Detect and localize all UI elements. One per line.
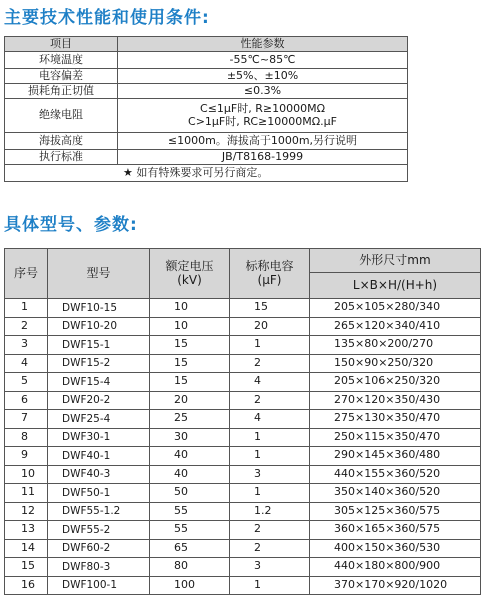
row-index: 3 <box>5 336 48 355</box>
row-dimensions: 360×165×360/575 <box>310 521 481 540</box>
row-capacitance: 4 <box>230 373 310 392</box>
spec-value <box>118 99 408 133</box>
row-voltage: 10 <box>150 317 230 336</box>
table-row <box>5 521 481 540</box>
row-index: 12 <box>5 502 48 521</box>
row-model: DWF30-1 <box>48 428 150 447</box>
row-voltage: 20 <box>150 391 230 410</box>
row-dimensions: 350×140×360/520 <box>310 484 481 503</box>
spec-item: 电容偏差 <box>5 69 118 84</box>
row-capacitance: 20 <box>230 317 310 336</box>
spec-item: 环境温度 <box>5 52 118 69</box>
header-dimensions: 外形尺寸mm <box>310 249 481 273</box>
spec-item: 绝缘电阻 <box>5 99 118 133</box>
spec-value: ≤1000m。海拔高于1000m,另行说明 <box>118 133 408 150</box>
row-index: 6 <box>5 391 48 410</box>
spec-value-line: C≤1μF时, R≥10000MΩ <box>200 101 325 115</box>
table-row <box>5 410 481 429</box>
header-capacitance-label: 标称电容 <box>245 258 294 273</box>
row-voltage: 15 <box>150 354 230 373</box>
row-index: 10 <box>5 465 48 484</box>
spec-value: ±5%、±10% <box>118 69 408 84</box>
model-table-body <box>5 299 481 595</box>
spec-item: 海拔高度 <box>5 133 118 150</box>
row-capacitance: 2 <box>230 354 310 373</box>
row-index: 14 <box>5 539 48 558</box>
spec-value: -55℃~85℃ <box>118 52 408 69</box>
table-row <box>5 317 481 336</box>
spec-header-item: 项目 <box>5 37 118 52</box>
row-model: DWF20-2 <box>48 391 150 410</box>
spec-value: JB/T8168-1999 <box>118 150 408 165</box>
row-model: DWF50-1 <box>48 484 150 503</box>
section-title-models: 具体型号、参数: <box>4 215 138 235</box>
row-index: 1 <box>5 299 48 318</box>
row-dimensions: 250×115×350/470 <box>310 428 481 447</box>
row-dimensions: 205×106×250/320 <box>310 373 481 392</box>
table-row <box>5 391 481 410</box>
spec-row <box>5 52 408 69</box>
spec-item: 损耗角正切值 <box>5 84 118 99</box>
row-capacitance: 4 <box>230 410 310 429</box>
row-dimensions: 205×105×280/340 <box>310 299 481 318</box>
spec-row <box>5 99 408 133</box>
header-voltage-label: 额定电压 <box>165 258 214 273</box>
table-row <box>5 502 481 521</box>
spec-value-line: C>1μF时, RC≥10000MΩ.μF <box>188 114 337 128</box>
row-capacitance: 2 <box>230 539 310 558</box>
row-index: 4 <box>5 354 48 373</box>
table-row <box>5 558 481 577</box>
row-model: DWF55-2 <box>48 521 150 540</box>
row-model: DWF55-1.2 <box>48 502 150 521</box>
row-capacitance: 15 <box>230 299 310 318</box>
table-row <box>5 447 481 466</box>
row-model: DWF10-20 <box>48 317 150 336</box>
row-dimensions: 290×145×360/480 <box>310 447 481 466</box>
header-voltage <box>150 249 230 299</box>
row-dimensions: 135×80×200/270 <box>310 336 481 355</box>
row-voltage: 15 <box>150 373 230 392</box>
row-model: DWF15-2 <box>48 354 150 373</box>
row-voltage: 40 <box>150 465 230 484</box>
row-voltage: 30 <box>150 428 230 447</box>
section-title-specs: 主要技术性能和使用条件: <box>4 8 210 28</box>
row-voltage: 50 <box>150 484 230 503</box>
row-index: 9 <box>5 447 48 466</box>
row-dimensions: 275×130×350/470 <box>310 410 481 429</box>
header-capacitance <box>230 249 310 299</box>
row-capacitance: 3 <box>230 558 310 577</box>
row-index: 11 <box>5 484 48 503</box>
row-model: DWF100-1 <box>48 576 150 595</box>
header-index: 序号 <box>5 249 48 299</box>
row-dimensions: 400×150×360/530 <box>310 539 481 558</box>
row-voltage: 55 <box>150 521 230 540</box>
row-capacitance: 3 <box>230 465 310 484</box>
row-dimensions: 440×155×360/520 <box>310 465 481 484</box>
row-index: 16 <box>5 576 48 595</box>
row-voltage: 10 <box>150 299 230 318</box>
row-capacitance: 1.2 <box>230 502 310 521</box>
spec-value: ≤0.3% <box>118 84 408 99</box>
row-model: DWF25-4 <box>48 410 150 429</box>
table-row <box>5 465 481 484</box>
row-model: DWF15-4 <box>48 373 150 392</box>
row-dimensions: 440×180×800/900 <box>310 558 481 577</box>
header-capacitance-unit: (μF) <box>257 272 282 287</box>
table-row <box>5 484 481 503</box>
table-row <box>5 354 481 373</box>
row-capacitance: 2 <box>230 391 310 410</box>
table-row <box>5 373 481 392</box>
spec-item: 执行标准 <box>5 150 118 165</box>
row-capacitance: 1 <box>230 484 310 503</box>
row-voltage: 65 <box>150 539 230 558</box>
row-index: 13 <box>5 521 48 540</box>
spec-table-header <box>5 37 408 52</box>
row-voltage: 100 <box>150 576 230 595</box>
row-index: 15 <box>5 558 48 577</box>
table-row <box>5 539 481 558</box>
spec-row <box>5 84 408 99</box>
header-dimensions-sub: L×B×H/(H+h) <box>310 273 481 299</box>
table-row <box>5 576 481 595</box>
row-dimensions: 370×170×920/1020 <box>310 576 481 595</box>
spec-header-value: 性能参数 <box>118 37 408 52</box>
header-model: 型号 <box>48 249 150 299</box>
row-voltage: 15 <box>150 336 230 355</box>
spec-row <box>5 150 408 165</box>
row-voltage: 25 <box>150 410 230 429</box>
row-model: DWF80-3 <box>48 558 150 577</box>
row-model: DWF40-1 <box>48 447 150 466</box>
row-model: DWF10-15 <box>48 299 150 318</box>
spec-table <box>4 36 408 182</box>
model-table-header <box>5 249 481 273</box>
row-capacitance: 1 <box>230 447 310 466</box>
row-dimensions: 270×120×350/430 <box>310 391 481 410</box>
spec-note-row <box>5 165 408 182</box>
row-dimensions: 265×120×340/410 <box>310 317 481 336</box>
row-index: 2 <box>5 317 48 336</box>
row-dimensions: 305×125×360/575 <box>310 502 481 521</box>
header-voltage-unit: (kV) <box>177 272 202 287</box>
row-voltage: 40 <box>150 447 230 466</box>
row-voltage: 55 <box>150 502 230 521</box>
row-capacitance: 2 <box>230 521 310 540</box>
table-row <box>5 428 481 447</box>
row-dimensions: 150×90×250/320 <box>310 354 481 373</box>
row-model: DWF15-1 <box>48 336 150 355</box>
row-model: DWF40-3 <box>48 465 150 484</box>
row-capacitance: 1 <box>230 576 310 595</box>
table-row <box>5 299 481 318</box>
model-table <box>4 248 481 595</box>
spec-row <box>5 133 408 150</box>
spec-note: ★ 如有特殊要求可另行商定。 <box>5 165 408 182</box>
spec-row <box>5 69 408 84</box>
row-capacitance: 1 <box>230 428 310 447</box>
row-index: 7 <box>5 410 48 429</box>
table-row <box>5 336 481 355</box>
row-model: DWF60-2 <box>48 539 150 558</box>
row-index: 5 <box>5 373 48 392</box>
row-voltage: 80 <box>150 558 230 577</box>
row-capacitance: 1 <box>230 336 310 355</box>
row-index: 8 <box>5 428 48 447</box>
